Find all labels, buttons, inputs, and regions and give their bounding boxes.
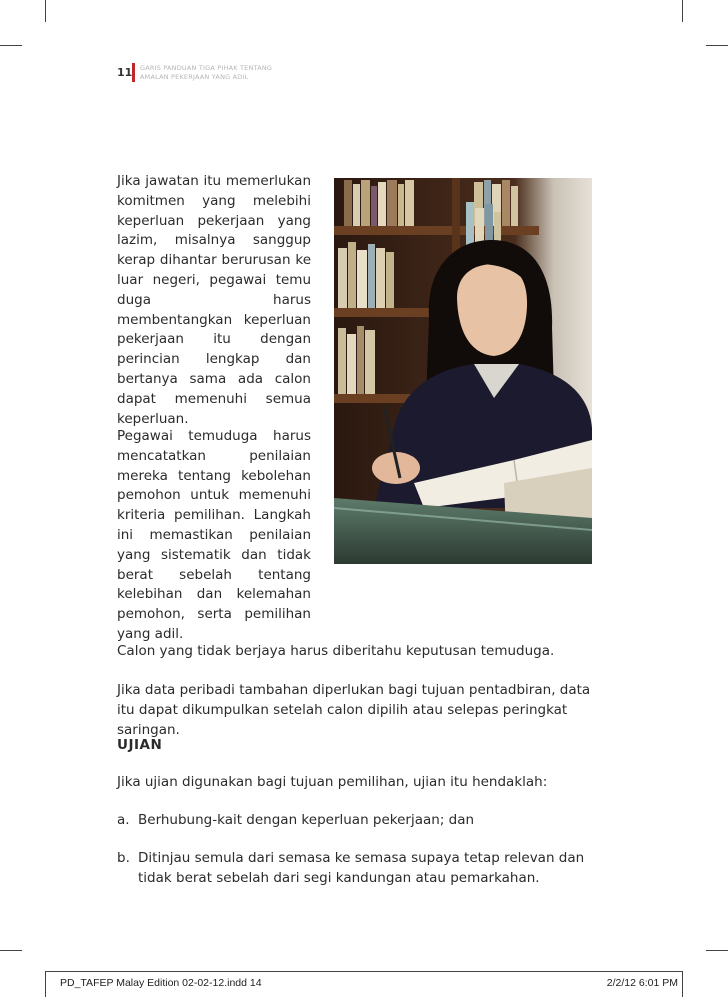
crop-mark [0,950,22,951]
heading-ujian: UJIAN [117,737,163,753]
crop-mark [682,0,683,22]
text-column-2 [117,427,311,645]
paragraph-text: Jika ujian digunakan bagi tujuan pemilihan, ujian itu hendaklah: [117,774,548,790]
slug-timestamp: 2/2/12 6:01 PM [606,977,678,989]
running-header-line1: GARIS PANDUAN TIGA PIHAK TENTANG [140,64,273,72]
text-column [117,172,311,429]
paragraph-interviewer-records: Pegawai temuduga harus mencatatkan penilaian mereka tentang kebolehan pemohon untuk memenuhi kriteria pemilihan. Langkah ini memastikan penilaian yang sistematik dan tidak berat sebelah tentang kelebihan dan kelemahan pemohon, serta pemilihan yang adil. [117,428,311,642]
page-number: 11 [117,66,133,79]
crop-mark [0,45,22,46]
paragraph-test-intro [117,772,592,792]
paragraph-interview-requirements: Jika jawatan itu memerlukan komitmen yang melebihi keperluan pekerjaan yang lazim, misalnya sanggup kerap dihantar berurusan ke luar negeri, pegawai temu duga harus membentangkan keperluan pekerjaan itu dengan perincian lengkap dan bertanya sama ada calon dapat memenuhi semua keperluan. [117,173,311,427]
crop-mark [706,45,728,46]
running-header-line2: AMALAN PEKERJAAN YANG ADIL [140,73,249,81]
list-item-text: Ditinjau semula dari semasa ke semasa supaya tetap relevan dan tidak berat sebelah dari segi kandungan atau pemarkahan. [138,850,585,886]
header-accent-bar [132,63,135,82]
paragraph-personal-data [117,680,592,740]
paragraph-unsuccessful-candidates [117,641,592,661]
section-heading [117,735,592,755]
paragraph-text: Jika data peribadi tambahan diperlukan bagi tujuan pentadbiran, data itu dapat dikumpulkan setelah calon dipilih atau selepas peringkat saringan. [117,682,591,738]
paragraph-text: Calon yang tidak berjaya harus diberitahu keputusan temuduga. [117,643,555,659]
list-item [117,810,592,830]
slug-filename: PD_TAFEP Malay Edition 02-02-12.indd 14 [60,977,262,989]
list-marker: b. [117,850,130,866]
crop-mark [706,950,728,951]
list-item-text: Berhubung-kait dengan keperluan pekerjaan; dan [138,812,475,828]
crop-mark [45,0,46,22]
woman-writing-photo [334,178,592,564]
list-item [117,848,592,888]
list-marker: a. [117,812,130,828]
